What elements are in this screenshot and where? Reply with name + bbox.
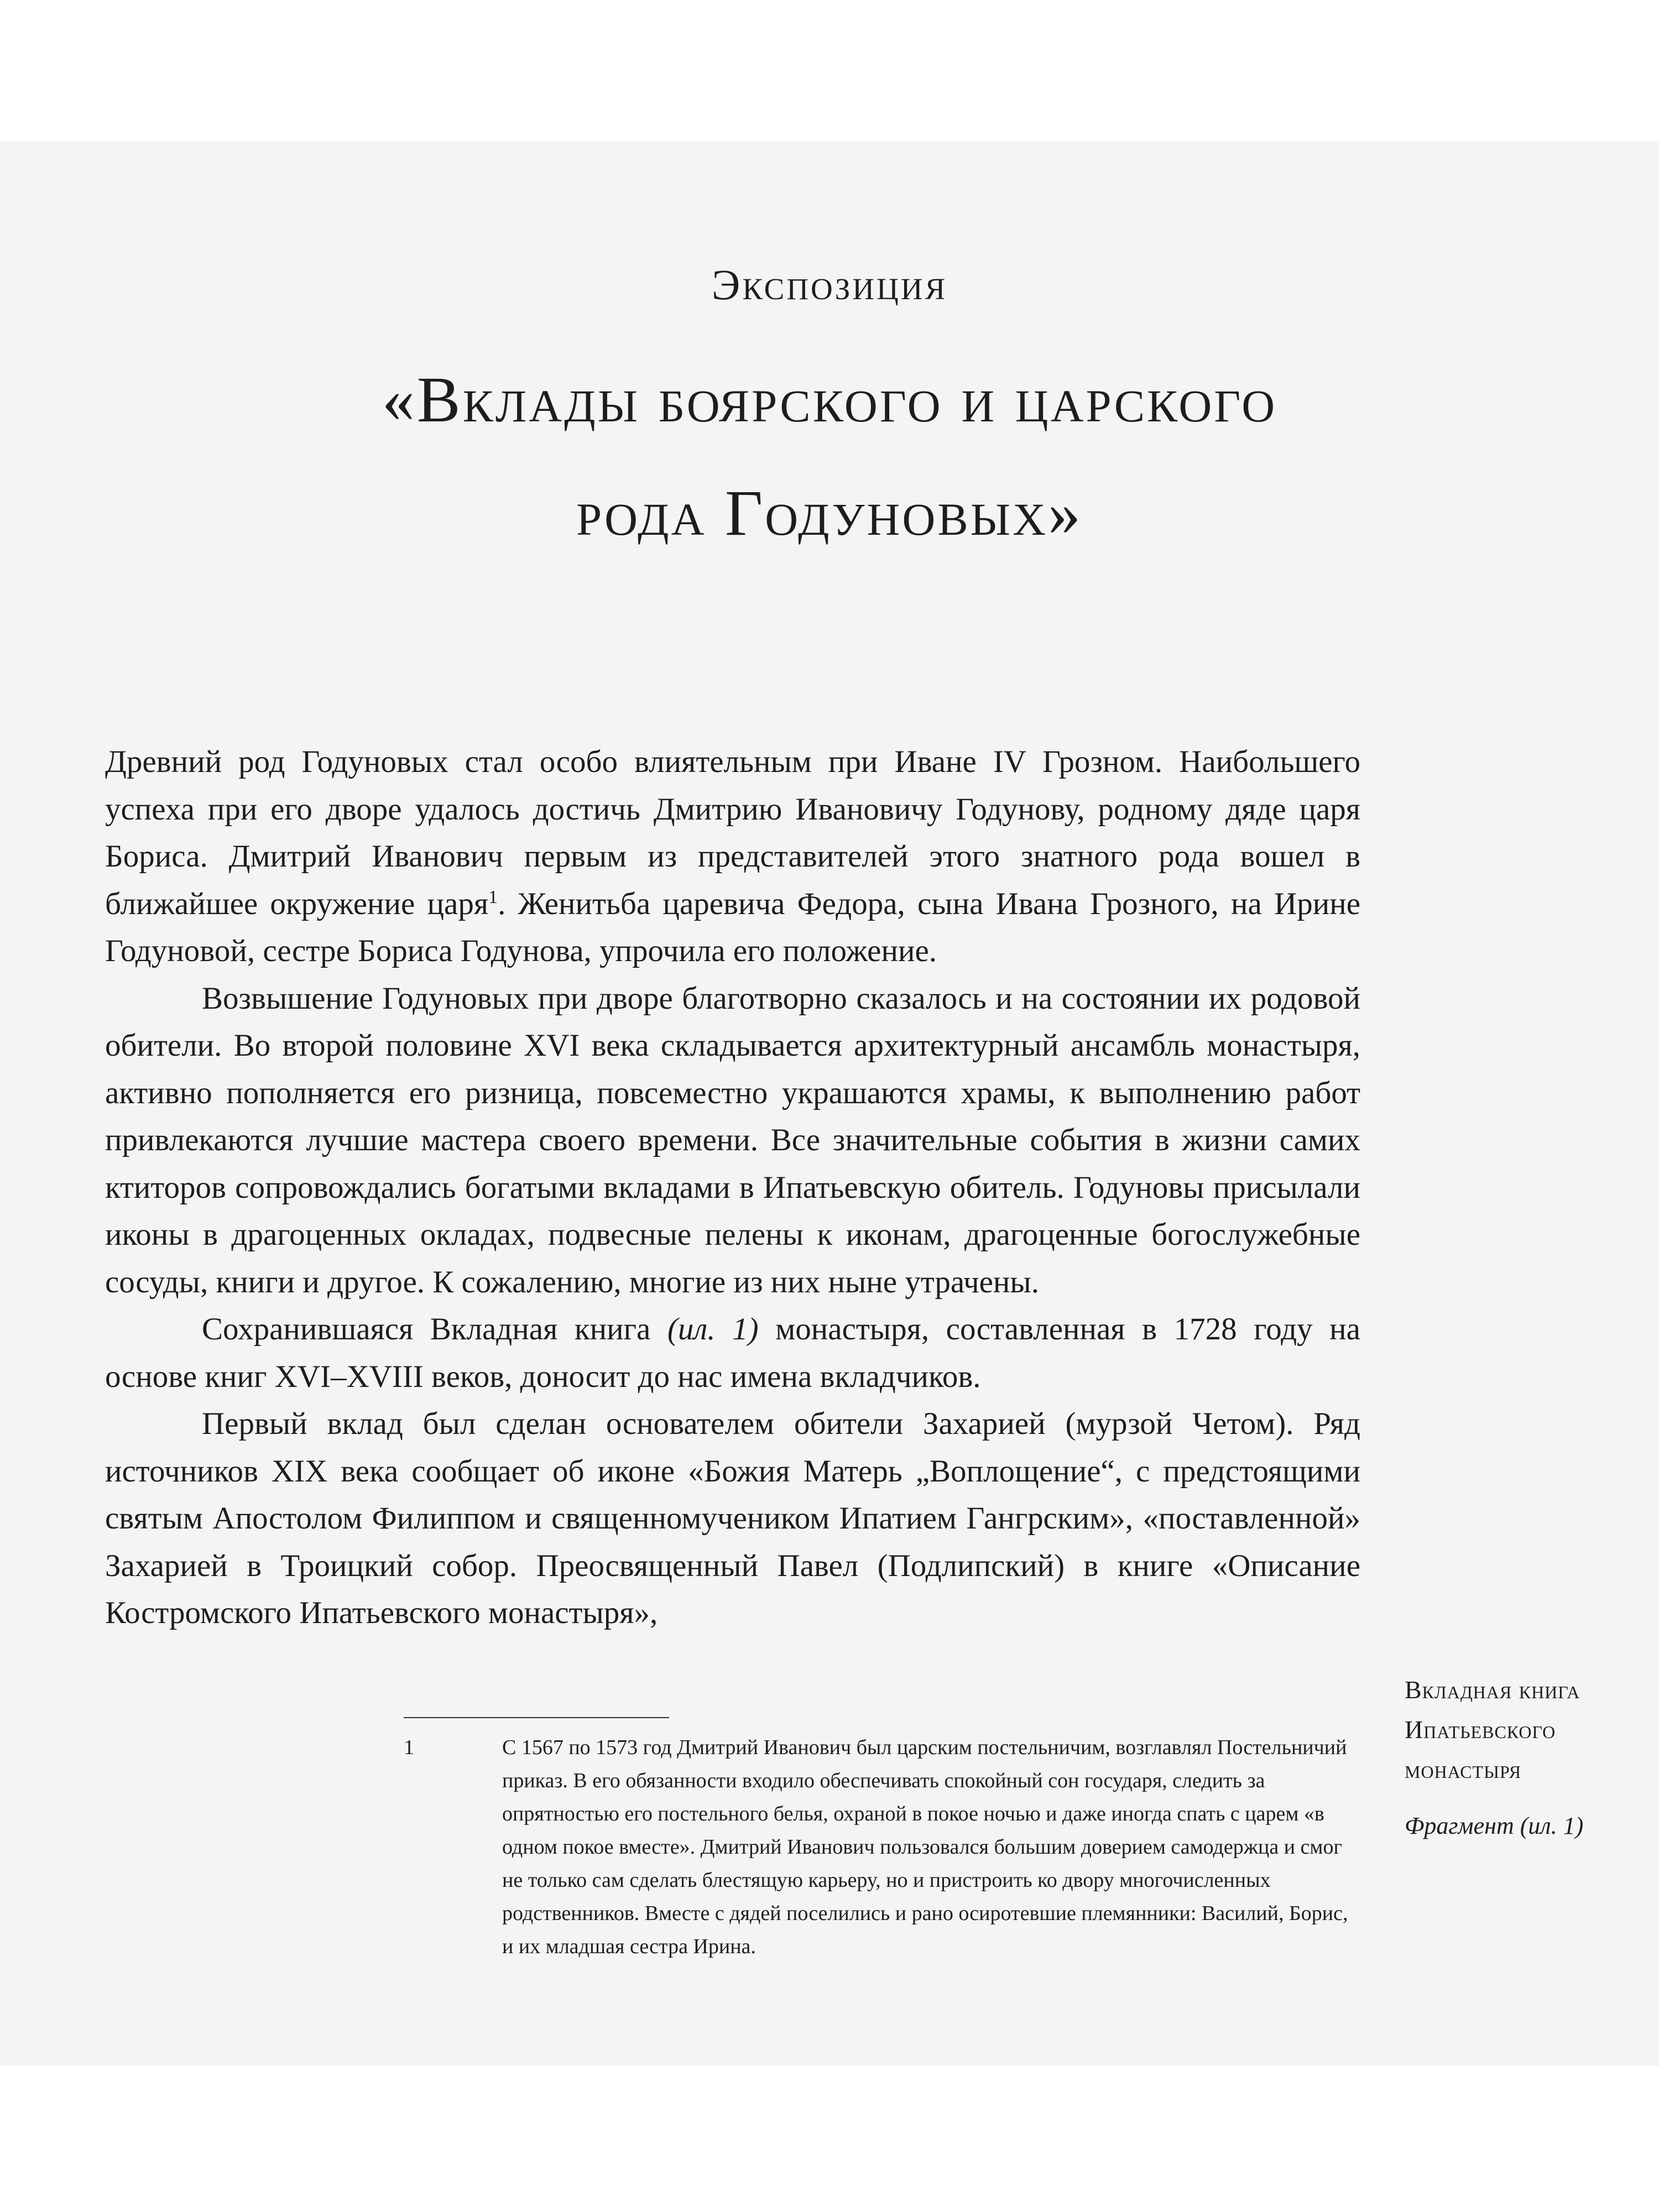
footnote-text: С 1567 по 1573 год Дмитрий Иванович был царским постельничим, возглавлял Постельничий приказ. В его обязанности входило обеспечивать спокойный сон государя, следить за опрятностью его постельного белья, охраной в покое ночью и даже иногда спать с царем «в одном покое вместе». Дмитрий Иванович пользовался большим доверием самодержца и смог не только сам сделать блестящую карьеру, но и пристроить ко двору многочисленных родственников. Вместе с дядей поселились и рано осиротевшие племянники: Василий, Борис, и их младшая сестра Ирина.	[502, 1736, 1348, 1958]
title-line-2: рода Годуновых»	[576, 477, 1083, 549]
title-line-1: «Вклады боярского и царского	[382, 363, 1277, 436]
paragraph-1-tail: . Женитьба царевича Федора, сына Ивана Грозного, на Ирине Годуновой, сестре Бориса Годунова, упрочила его положение.	[105, 886, 1361, 968]
illustration-reference: (ил. 1)	[667, 1312, 759, 1347]
illustration-caption	[1405, 1670, 1637, 1840]
footnote-reference: 1	[488, 886, 498, 907]
footnote-divider	[404, 1717, 669, 1718]
paragraph-3-end: монастыря, составленная в 1728 году на основе книг XVI–XVIII веков, доносит до нас имена вкладчиков.	[105, 1312, 1360, 1394]
section-kicker: Экспозиция	[711, 260, 948, 309]
paragraph-2: Возвышение Годуновых при дворе благотворно сказалось и на состоянии их родовой обители. Во второй половине XVI века складывается архитектурный ансамбль монастыря, активно пополняется его ризница, повсеместно украшаются храмы, к выполнению работ привлекаются лучшие мастера своего времени. Все значительные события в жизни самих ктиторов сопровождались богатыми вкладами в Ипатьевскую обитель. Годуновы присылали иконы в драгоценных окладах, подвесные пелены к иконам, драгоценные богослужебные сосуды, книги и другое. К сожалению, многие из них ныне утрачены.	[105, 980, 1360, 1300]
paragraph-3-start: Сохранившаяся Вкладная книга	[202, 1312, 667, 1347]
paragraph-1-text: Древний род Годуновых стал особо влиятельным при Иване IV Грозном. Наибольшего успеха при его дворе удалось достичь Дмитрию Ивановичу Годунову, родному дяде царя Бориса. Дмитрий Иванович первым из представителей этого знатного рода вошел в ближайшее окружение царя	[105, 744, 1360, 921]
body-text	[105, 738, 1360, 1637]
caption-title: Вкладная книга Ипатьевского монастыря	[1405, 1676, 1580, 1783]
paragraph-1	[105, 738, 1360, 975]
paragraph-4: Первый вклад был сделан основателем обители Захарией (мурзой Четом). Ряд источников XIX века сообщает об иконе «Божия Матерь „Воплощение“, с предстоящими святым Апостолом Филиппом и священномучеником Ипатием Гангрским», «поставленной» Захарией в Троицкий собор. Преосвященный Павел (Подлипский) в книге «Описание Костромского Ипатьевского монастыря»,	[105, 1406, 1360, 1630]
paragraph-3	[105, 1306, 1360, 1400]
page-title	[144, 343, 1515, 570]
caption-reference: Фрагмент (ил. 1)	[1405, 1812, 1584, 1839]
footnote-number: 1	[404, 1736, 414, 1759]
